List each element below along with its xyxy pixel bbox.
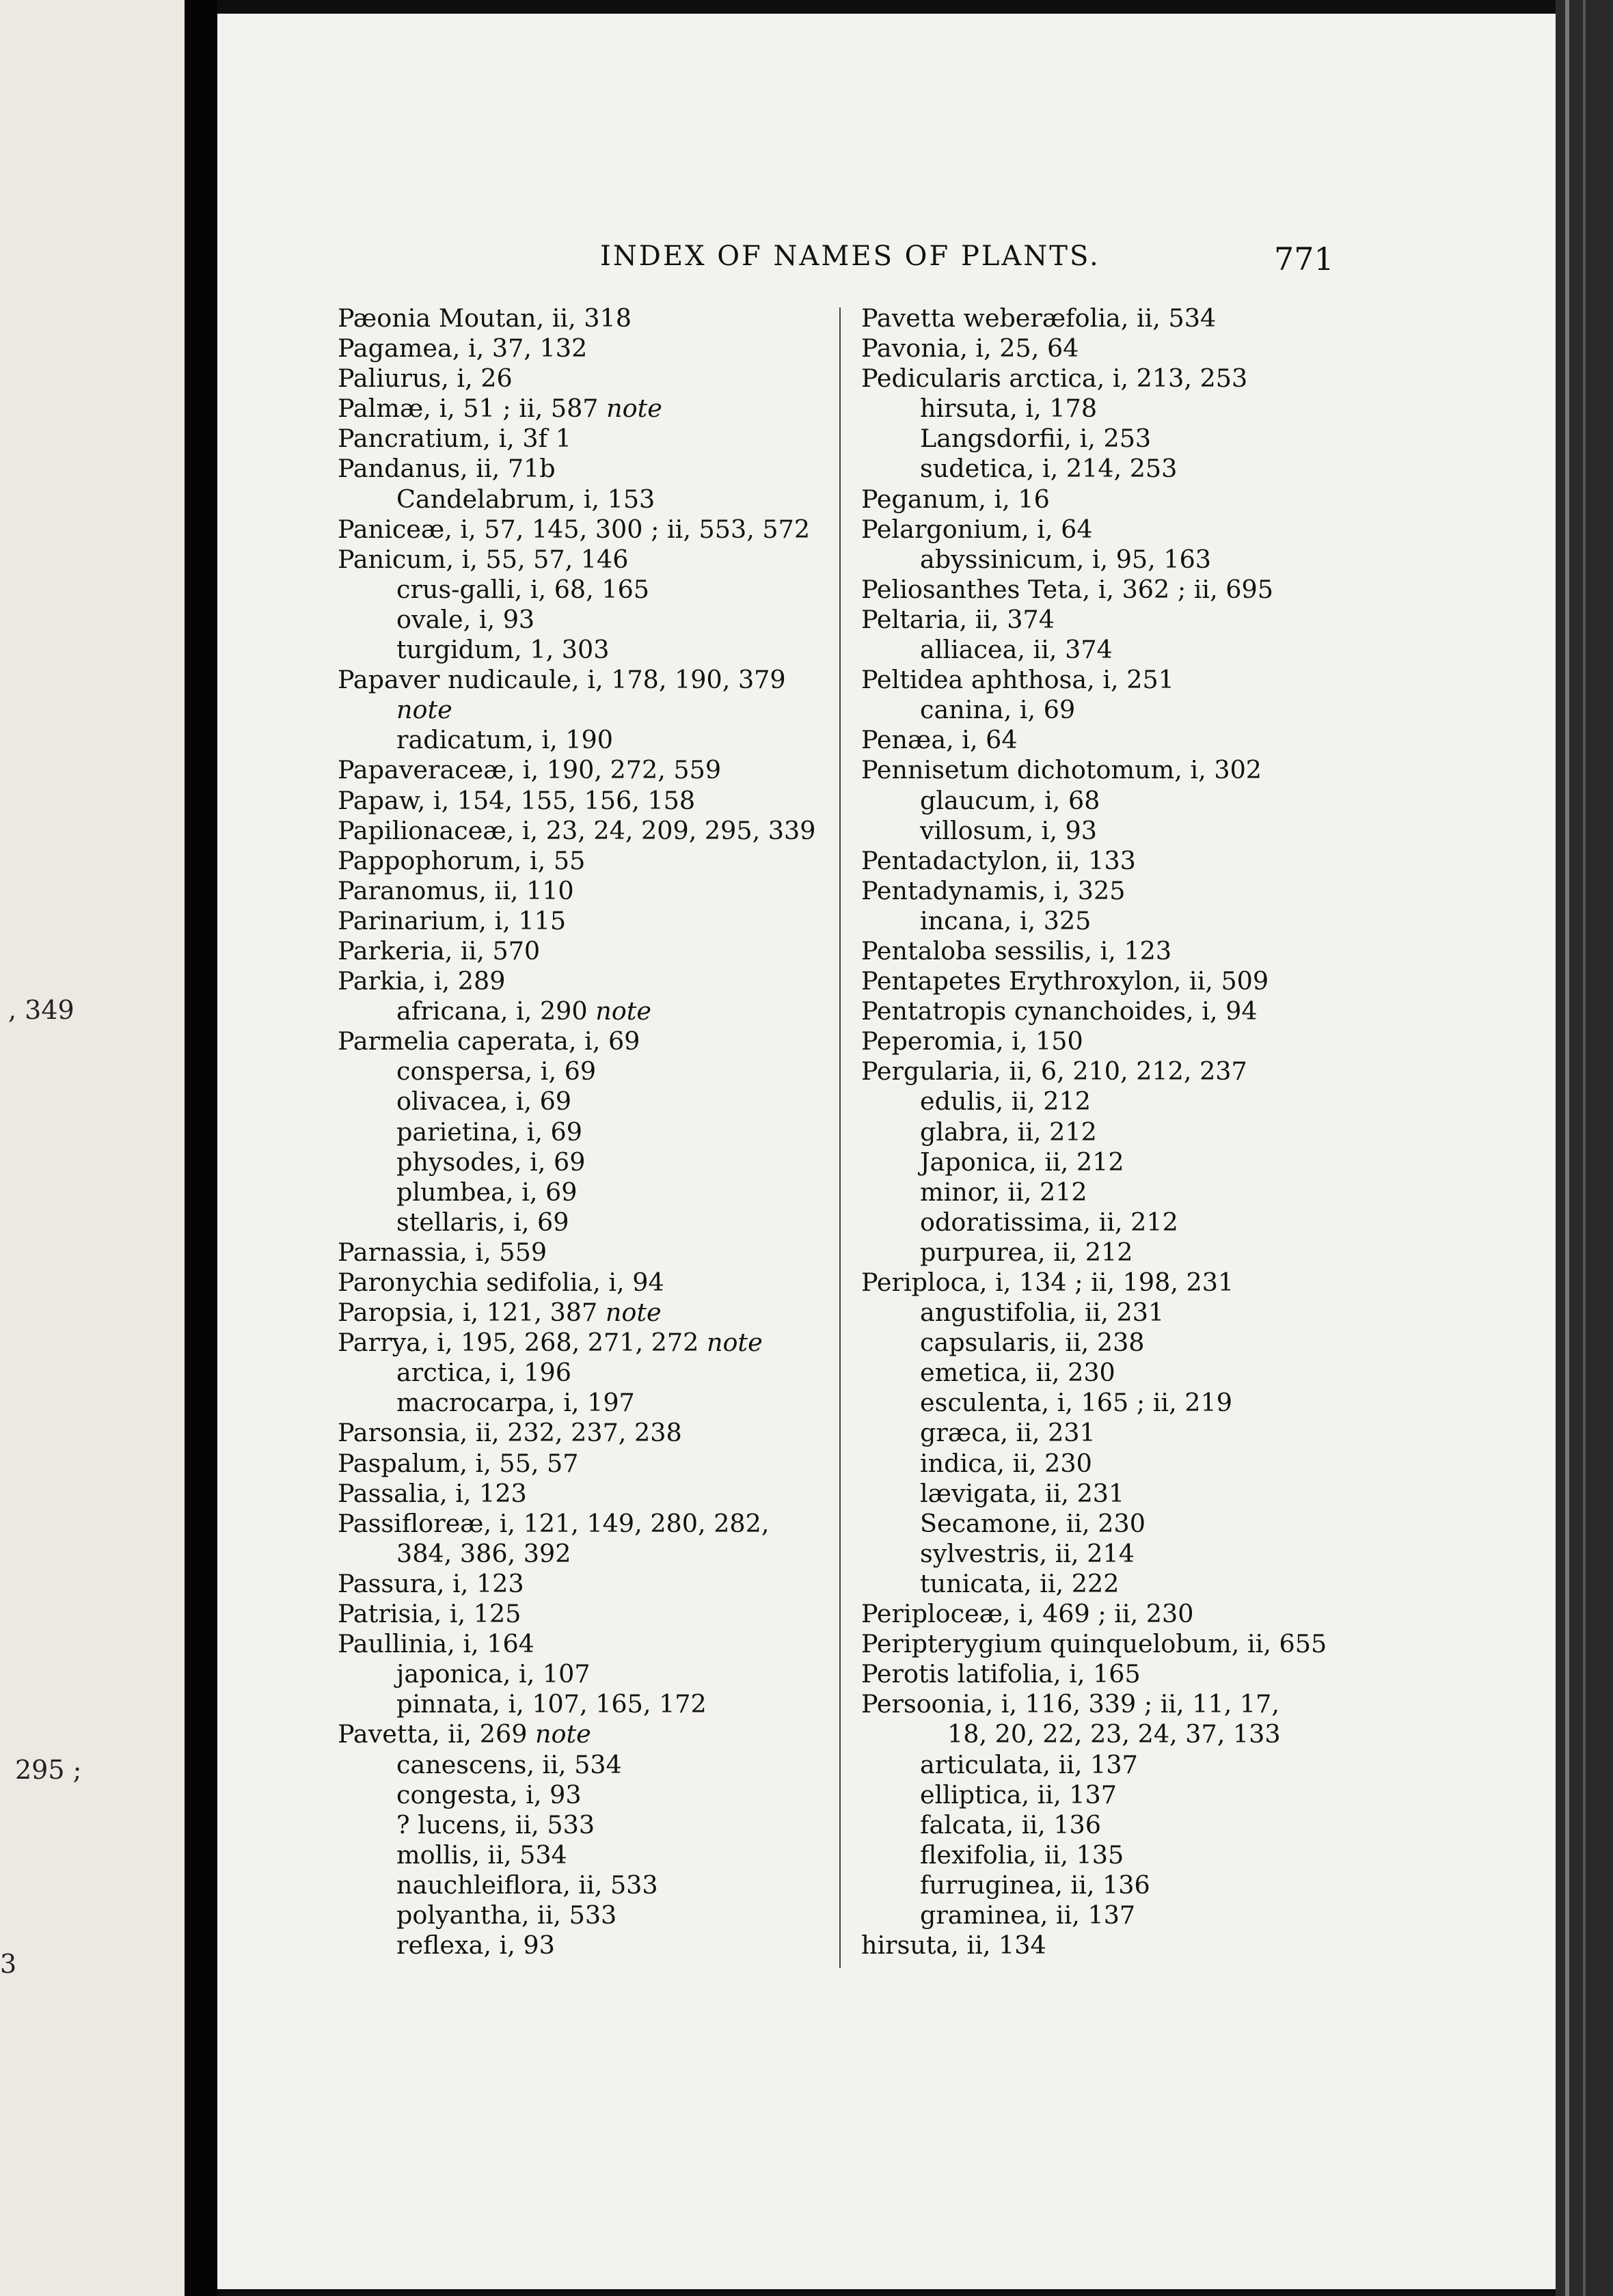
index-subentry (338, 1358, 830, 1388)
index-subentry (338, 1659, 830, 1689)
index-subentry (861, 906, 1340, 936)
index-entry-text: Papaver nudicaule, i, 178, 190, 379 (338, 665, 786, 695)
index-entry-text: Peliosanthes Teta, i, 362 ; ii, 695 (861, 574, 1273, 604)
index-entry-text: canina, i, 69 (920, 695, 1076, 725)
index-entry-text: Pedicularis arctica, i, 213, 253 (861, 364, 1248, 394)
index-entry (338, 545, 830, 575)
index-subentry (338, 1177, 830, 1207)
index-entry-text: Passura, i, 123 (338, 1568, 524, 1598)
note-marker: note (396, 695, 452, 725)
index-entry-text: Papaw, i, 154, 155, 156, 158 (338, 785, 696, 815)
index-entry-text: radicatum, i, 190 (396, 725, 613, 755)
index-subentry (861, 1840, 1340, 1870)
left-page-edge (0, 0, 185, 2296)
index-entry (338, 1026, 830, 1056)
index-entry-text: Perotis latifolia, i, 165 (861, 1659, 1141, 1689)
index-entry-text: pinnata, i, 107, 165, 172 (396, 1689, 707, 1719)
index-entry (861, 364, 1340, 394)
index-entry (338, 303, 830, 333)
index-subentry (861, 424, 1340, 454)
index-subentry (338, 605, 830, 635)
index-entry-text: africana, i, 290 (396, 996, 588, 1026)
index-entry-text: canescens, ii, 534 (396, 1749, 622, 1779)
index-entry-text: Pentadactylon, ii, 133 (861, 845, 1136, 875)
index-subentry (861, 1870, 1340, 1900)
index-entry-text: congesta, i, 93 (396, 1779, 582, 1809)
index-entry-text: Periploca, i, 134 ; ii, 198, 231 (861, 1268, 1234, 1297)
index-entry (861, 966, 1340, 996)
index-entry (338, 1418, 830, 1448)
index-entry-text: purpurea, ii, 212 (920, 1237, 1133, 1267)
index-subentry (861, 1780, 1340, 1810)
index-entry (861, 1268, 1340, 1298)
index-subentry (861, 1449, 1340, 1479)
index-entry-text: Parrya, i, 195, 268, 271, 272 (338, 1328, 699, 1358)
index-entry-text: physodes, i, 69 (396, 1147, 586, 1177)
index-entry-text: turgidum, 1, 303 (396, 635, 610, 665)
index-subentry (338, 1388, 830, 1418)
index-entry-text: flexifolia, ii, 135 (920, 1840, 1124, 1870)
index-entry (861, 605, 1340, 635)
index-subentry (861, 1900, 1340, 1930)
index-subentry (861, 1719, 1340, 1749)
index-subentry (338, 1840, 830, 1870)
index-subentry (338, 484, 830, 515)
index-entry-text: Peperomia, i, 150 (861, 1026, 1083, 1056)
index-subentry (338, 1750, 830, 1780)
index-entry-text: Pentapetes Erythroxylon, ii, 509 (861, 966, 1269, 996)
note-marker: note (535, 1719, 591, 1749)
index-entry-text: graminea, ii, 137 (920, 1900, 1136, 1930)
index-entry (861, 1026, 1340, 1056)
left-page-fragment: 295 ; (15, 1755, 82, 1785)
index-entry (338, 846, 830, 876)
index-entry (861, 515, 1340, 545)
index-subentry (861, 1358, 1340, 1388)
index-entry (861, 1056, 1340, 1086)
index-entry-text: emetica, ii, 230 (920, 1358, 1115, 1388)
index-entry-text: conspersa, i, 69 (396, 1056, 597, 1086)
index-entry-text: Pentatropis cynanchoides, i, 94 (861, 996, 1258, 1026)
index-entry-text: Parkia, i, 289 (338, 966, 506, 996)
index-entry (338, 424, 830, 454)
index-entry (338, 816, 830, 846)
index-entry (861, 484, 1340, 515)
index-subentry (861, 1328, 1340, 1358)
index-entry-text: Japonica, ii, 212 (920, 1147, 1124, 1177)
index-entry (338, 876, 830, 906)
index-subentry (338, 1207, 830, 1238)
index-entry-text: odoratissima, ii, 212 (920, 1207, 1178, 1237)
index-entry (861, 1930, 1340, 1960)
index-entry (338, 364, 830, 394)
index-entry-text: Parkeria, ii, 570 (338, 935, 541, 966)
index-entry-text: incana, i, 325 (920, 905, 1092, 935)
index-entry-text: Papaveraceæ, i, 190, 272, 559 (338, 755, 722, 785)
index-entry (338, 1569, 830, 1599)
index-entry-text: macrocarpa, i, 197 (396, 1388, 635, 1418)
index-subentry (861, 1539, 1340, 1569)
index-entry (861, 755, 1340, 785)
index-entry-text: glabra, ii, 212 (920, 1117, 1097, 1147)
index-subentry (861, 1479, 1340, 1509)
index-entry-text: falcata, ii, 136 (920, 1809, 1101, 1840)
index-entry-text: japonica, i, 107 (396, 1659, 591, 1689)
index-entry-text: Peripterygium quinquelobum, ii, 655 (861, 1629, 1327, 1659)
index-entry (338, 1298, 830, 1328)
index-entry-text: elliptica, ii, 137 (920, 1779, 1117, 1809)
index-entry-text: Parmelia caperata, i, 69 (338, 1026, 640, 1056)
index-entry-text: hirsuta, i, 178 (920, 394, 1098, 424)
index-entry-text: Parnassia, i, 559 (338, 1237, 547, 1267)
index-entry-text: hirsuta, ii, 134 (861, 1930, 1046, 1960)
index-entry-text: Peganum, i, 16 (861, 484, 1050, 514)
index-subentry (338, 1930, 830, 1960)
index-entry-text: lævigata, ii, 231 (920, 1478, 1125, 1508)
index-entry (338, 1449, 830, 1479)
index-entry (861, 1599, 1340, 1629)
index-entry-text: Periploceæ, i, 469 ; ii, 230 (861, 1599, 1194, 1629)
index-subentry (338, 1870, 830, 1900)
index-entry (338, 936, 830, 966)
index-entry (338, 966, 830, 996)
index-entry-text: ? lucens, ii, 533 (396, 1809, 595, 1840)
index-subentry (861, 394, 1340, 424)
index-entry-text: arctica, i, 196 (396, 1358, 571, 1388)
index-entry-text: Paliurus, i, 26 (338, 364, 513, 394)
book-gutter (185, 0, 217, 2296)
index-entry-text: capsularis, ii, 238 (920, 1328, 1145, 1358)
index-entry (861, 1689, 1340, 1719)
index-entry-text: ovale, i, 93 (396, 604, 535, 634)
index-entry (338, 755, 830, 785)
index-subentry (338, 725, 830, 755)
index-subentry (338, 1147, 830, 1177)
index-entry-text: tunicata, ii, 222 (920, 1568, 1120, 1598)
index-entry-text: Pancratium, i, 3f 1 (338, 424, 571, 454)
index-entry-text: Pennisetum dichotomum, i, 302 (861, 755, 1262, 785)
index-subentry (861, 1750, 1340, 1780)
index-entry-text: Paniceæ, i, 57, 145, 300 ; ii, 553, 572 (338, 514, 811, 544)
index-subentry (861, 545, 1340, 575)
index-subentry (861, 454, 1340, 484)
index-subentry (338, 1900, 830, 1930)
index-entry-text: olivacea, i, 69 (396, 1086, 572, 1117)
index-entry (861, 303, 1340, 333)
left-page-fragment: , 349 (8, 995, 74, 1025)
note-marker: note (706, 1328, 763, 1358)
index-subentry (861, 1569, 1340, 1599)
index-entry (861, 996, 1340, 1026)
index-entry-text: Passifloreæ, i, 121, 149, 280, 282, (338, 1508, 770, 1538)
index-entry-text: græca, ii, 231 (920, 1418, 1096, 1448)
index-entry-text: polyantha, ii, 533 (396, 1900, 617, 1930)
index-entry-text: Persoonia, i, 116, 339 ; ii, 11, 17, (861, 1689, 1279, 1719)
index-subentry (861, 1238, 1340, 1268)
index-entry (338, 665, 830, 695)
index-entry-text: Pelargonium, i, 64 (861, 514, 1093, 544)
index-entry-text: Papilionaceæ, i, 23, 24, 209, 295, 339 (338, 815, 816, 845)
index-entry-text: Paranomus, ii, 110 (338, 875, 574, 905)
index-entry (338, 394, 830, 424)
note-marker: note (595, 996, 651, 1026)
index-entry (338, 454, 830, 484)
index-entry (861, 846, 1340, 876)
index-entry-text: Pavonia, i, 25, 64 (861, 333, 1079, 364)
index-entry-text: Parinarium, i, 115 (338, 905, 567, 935)
index-entry (861, 936, 1340, 966)
index-entry-text: Langsdorfii, i, 253 (920, 424, 1152, 454)
index-entry-text: Pagamea, i, 37, 132 (338, 333, 588, 364)
index-entry-text: 18, 20, 22, 23, 24, 37, 133 (947, 1719, 1281, 1749)
index-subentry (861, 1418, 1340, 1448)
index-entry (338, 515, 830, 545)
index-subentry (861, 695, 1340, 725)
index-entry (861, 333, 1340, 364)
index-entry-text: mollis, ii, 534 (396, 1840, 567, 1870)
index-subentry (338, 695, 830, 725)
index-entry-text: Paronychia sedifolia, i, 94 (338, 1268, 664, 1297)
index-subentry (338, 1056, 830, 1086)
index-entry-text: villosum, i, 93 (920, 815, 1097, 845)
index-column-left (338, 303, 830, 1960)
index-entry-text: stellaris, i, 69 (396, 1207, 569, 1237)
index-entry-text: Pappophorum, i, 55 (338, 845, 586, 875)
index-entry-text: articulata, ii, 137 (920, 1749, 1138, 1779)
index-entry-text: Pandanus, ii, 71b (338, 454, 556, 484)
index-subentry (861, 1207, 1340, 1238)
index-entry-text: Secamone, ii, 230 (920, 1508, 1146, 1538)
index-subentry (861, 1147, 1340, 1177)
index-subentry (861, 635, 1340, 665)
note-marker: note (606, 394, 662, 424)
index-subentry (861, 786, 1340, 816)
running-header: INDEX OF NAMES OF PLANTS. (600, 241, 1100, 272)
index-entry-text: sylvestris, ii, 214 (920, 1538, 1135, 1568)
index-entry-text: Panicum, i, 55, 57, 146 (338, 544, 629, 574)
index-entry-text: crus-galli, i, 68, 165 (396, 574, 650, 604)
index-subentry (338, 575, 830, 605)
index-entry-text: nauchleiflora, ii, 533 (396, 1870, 658, 1900)
index-entry-text: edulis, ii, 212 (920, 1086, 1091, 1117)
index-entry-text: Patrisia, i, 125 (338, 1599, 521, 1629)
index-entry (861, 665, 1340, 695)
index-subentry (338, 996, 830, 1026)
index-entry-text: Pentadynamis, i, 325 (861, 875, 1126, 905)
index-entry-text: Pæonia Moutan, ii, 318 (338, 303, 632, 333)
index-entry-text: alliacea, ii, 374 (920, 635, 1113, 665)
index-entry-text: Passalia, i, 123 (338, 1478, 527, 1508)
index-entry-text: Peltaria, ii, 374 (861, 604, 1055, 634)
index-subentry (338, 635, 830, 665)
column-divider (839, 308, 841, 1968)
index-entry (861, 575, 1340, 605)
index-entry (338, 1268, 830, 1298)
index-subentry (338, 1086, 830, 1117)
index-subentry (861, 816, 1340, 846)
index-subentry (861, 1298, 1340, 1328)
index-entry-text: Paropsia, i, 121, 387 (338, 1298, 598, 1328)
index-entry-text: Pavetta, ii, 269 (338, 1719, 528, 1749)
note-marker: note (605, 1298, 662, 1328)
index-entry (861, 876, 1340, 906)
index-entry-text: Paspalum, i, 55, 57 (338, 1448, 579, 1478)
index-entry (338, 333, 830, 364)
index-subentry (338, 1689, 830, 1719)
index-entry-text: angustifolia, ii, 231 (920, 1298, 1165, 1328)
index-subentry (861, 1509, 1340, 1539)
index-entry (338, 1479, 830, 1509)
index-entry-text: parietina, i, 69 (396, 1117, 582, 1147)
index-entry (338, 1719, 830, 1749)
index-entry-text: sudetica, i, 214, 253 (920, 454, 1178, 484)
index-entry-text: esculenta, i, 165 ; ii, 219 (920, 1388, 1232, 1418)
index-entry-text: Pavetta weberæfolia, ii, 534 (861, 303, 1217, 333)
index-entry (338, 906, 830, 936)
index-subentry (338, 1810, 830, 1840)
index-subentry (338, 1780, 830, 1810)
index-subentry (338, 1117, 830, 1147)
index-entry-text: reflexa, i, 93 (396, 1930, 555, 1960)
left-page-fragment: 3 (0, 1949, 17, 1979)
index-subentry (338, 1539, 830, 1569)
index-entry-text: glaucum, i, 68 (920, 785, 1100, 815)
index-entry-text: Peltidea aphthosa, i, 251 (861, 665, 1174, 695)
page-number: 771 (1274, 241, 1334, 277)
index-entry (338, 1328, 830, 1358)
index-entry (861, 725, 1340, 755)
index-entry-text: 384, 386, 392 (396, 1538, 571, 1568)
index-entry-text: Paullinia, i, 164 (338, 1629, 534, 1659)
index-entry (338, 1509, 830, 1539)
index-entry-text: Parsonsia, ii, 232, 237, 238 (338, 1418, 682, 1448)
index-column-right (861, 303, 1340, 1960)
index-subentry (861, 1177, 1340, 1207)
index-entry (338, 1629, 830, 1659)
index-entry (338, 1238, 830, 1268)
index-entry (338, 786, 830, 816)
index-entry-text: furruginea, ii, 136 (920, 1870, 1150, 1900)
index-entry (338, 1599, 830, 1629)
index-entry-text: abyssinicum, i, 95, 163 (920, 544, 1212, 574)
right-page-edge (1556, 0, 1613, 2296)
index-entry-text: minor, ii, 212 (920, 1177, 1087, 1207)
index-entry-text: Penæa, i, 64 (861, 725, 1018, 755)
index-entry-text: plumbea, i, 69 (396, 1177, 578, 1207)
index-entry-text: Pentaloba sessilis, i, 123 (861, 935, 1172, 966)
index-entry-text: Palmæ, i, 51 ; ii, 587 (338, 394, 599, 424)
index-entry-text: Candelabrum, i, 153 (396, 484, 655, 514)
index-entry (861, 1629, 1340, 1659)
index-entry-text: indica, ii, 230 (920, 1448, 1092, 1478)
index-subentry (861, 1086, 1340, 1117)
index-entry (861, 1659, 1340, 1689)
index-entry-text: Pergularia, ii, 6, 210, 212, 237 (861, 1056, 1247, 1086)
index-subentry (861, 1810, 1340, 1840)
index-subentry (861, 1117, 1340, 1147)
index-subentry (861, 1388, 1340, 1418)
